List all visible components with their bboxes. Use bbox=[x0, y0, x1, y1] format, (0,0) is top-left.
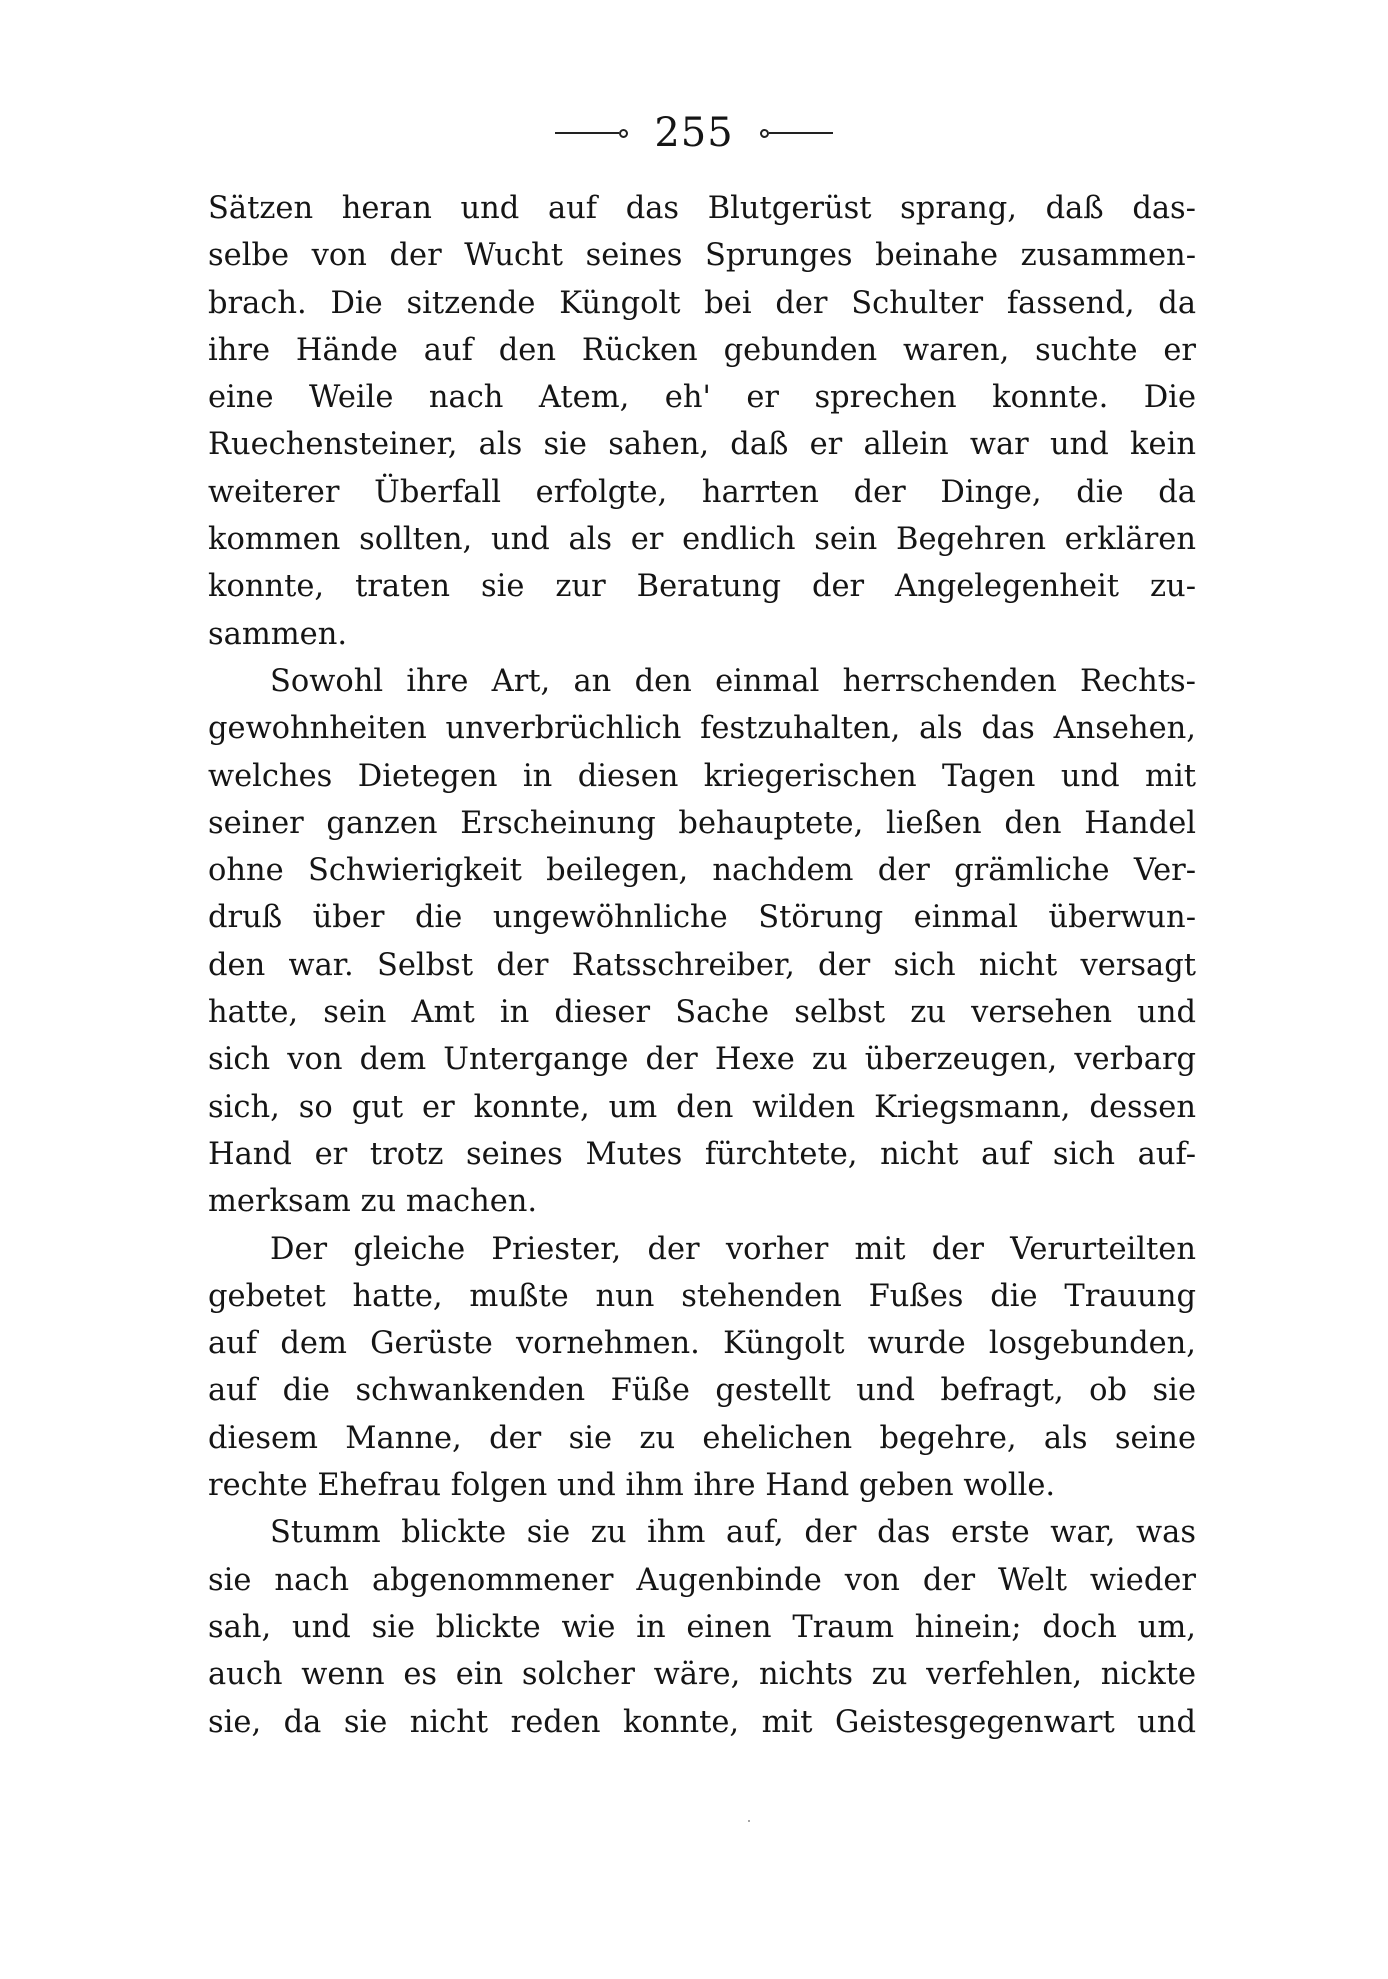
body-text bbox=[208, 185, 1196, 1746]
text-line: auch wenn es ein solcher wäre, nichts zu verfehlen, nickte bbox=[208, 1657, 1196, 1693]
text-line: sich von dem Untergange der Hexe zu überzeugen, verbarg bbox=[208, 1042, 1196, 1078]
text-line: Stumm blickte sie zu ihm auf, der das erste war, was bbox=[270, 1515, 1196, 1551]
right-ornament-icon bbox=[760, 129, 833, 138]
text-line: sah, und sie blickte wie in einen Traum hinein; doch um, bbox=[208, 1609, 1196, 1645]
text-line: welches Dietegen in diesen kriegerischen Tagen und mit bbox=[208, 758, 1196, 794]
text-line: kommen sollten, und als er endlich sein Begehren erklären bbox=[208, 522, 1196, 558]
text-line: gebetet hatte, mußte nun stehenden Fußes die Trauung bbox=[208, 1278, 1196, 1314]
page-number: 255 bbox=[654, 110, 734, 156]
text-line: druß über die ungewöhnliche Störung einmal überwun- bbox=[208, 900, 1196, 936]
text-line: eine Weile nach Atem, eh' er sprechen konnte. Die bbox=[208, 380, 1196, 416]
text-line: auf dem Gerüste vornehmen. Küngolt wurde losgebunden, bbox=[208, 1326, 1196, 1362]
text-line: sich, so gut er konnte, um den wilden Kriegsmann, dessen bbox=[208, 1089, 1196, 1125]
text-line: Der gleiche Priester, der vorher mit der Verurteilten bbox=[270, 1231, 1196, 1267]
text-line: sie, da sie nicht reden konnte, mit Geistesgegenwart und bbox=[208, 1704, 1196, 1740]
speck-mark bbox=[748, 1820, 750, 1822]
text-line: auf die schwankenden Füße gestellt und befragt, ob sie bbox=[208, 1373, 1196, 1409]
text-line: Ruechensteiner, als sie sahen, daß er allein war und kein bbox=[208, 427, 1196, 463]
text-line: Sätzen heran und auf das Blutgerüst sprang, daß das- bbox=[208, 191, 1196, 226]
text-line: merksam zu machen. bbox=[208, 1184, 538, 1220]
text-line: diesem Manne, der sie zu ehelichen begehre, als seine bbox=[208, 1420, 1196, 1456]
text-line: Hand er trotz seines Mutes fürchtete, nicht auf sich auf- bbox=[208, 1136, 1196, 1172]
paragraph bbox=[208, 1226, 1196, 1510]
text-line: ihre Hände auf den Rücken gebunden waren, suchte er bbox=[208, 332, 1196, 368]
text-line: ohne Schwierigkeit beilegen, nachdem der grämliche Ver- bbox=[208, 853, 1196, 889]
text-line: sammen. bbox=[208, 616, 348, 652]
text-line: seiner ganzen Erscheinung behauptete, ließen den Handel bbox=[208, 805, 1196, 841]
text-line: weiterer Überfall erfolgte, harrten der Dinge, die da bbox=[208, 474, 1196, 510]
page-header bbox=[0, 108, 1388, 158]
text-line: rechte Ehefrau folgen und ihm ihre Hand geben wolle. bbox=[208, 1468, 1056, 1504]
paragraph bbox=[208, 1509, 1196, 1745]
text-line: selbe von der Wucht seines Sprunges beinahe zusammen- bbox=[208, 238, 1196, 274]
paragraph bbox=[208, 658, 1196, 1226]
text-line: sie nach abgenommener Augenbinde von der Welt wieder bbox=[208, 1562, 1196, 1598]
text-line: konnte, traten sie zur Beratung der Angelegenheit zu- bbox=[208, 569, 1196, 605]
text-line: Sowohl ihre Art, an den einmal herrschenden Rechts- bbox=[270, 663, 1196, 699]
text-line: brach. Die sitzende Küngolt bei der Schulter fassend, da bbox=[208, 285, 1196, 321]
text-line: gewohnheiten unverbrüchlich festzuhalten, als das Ansehen, bbox=[208, 711, 1196, 747]
text-line: den war. Selbst der Ratsschreiber, der sich nicht versagt bbox=[208, 947, 1196, 983]
paragraph bbox=[208, 185, 1196, 658]
left-ornament-icon bbox=[555, 129, 628, 138]
text-line: hatte, sein Amt in dieser Sache selbst zu versehen und bbox=[208, 995, 1196, 1031]
